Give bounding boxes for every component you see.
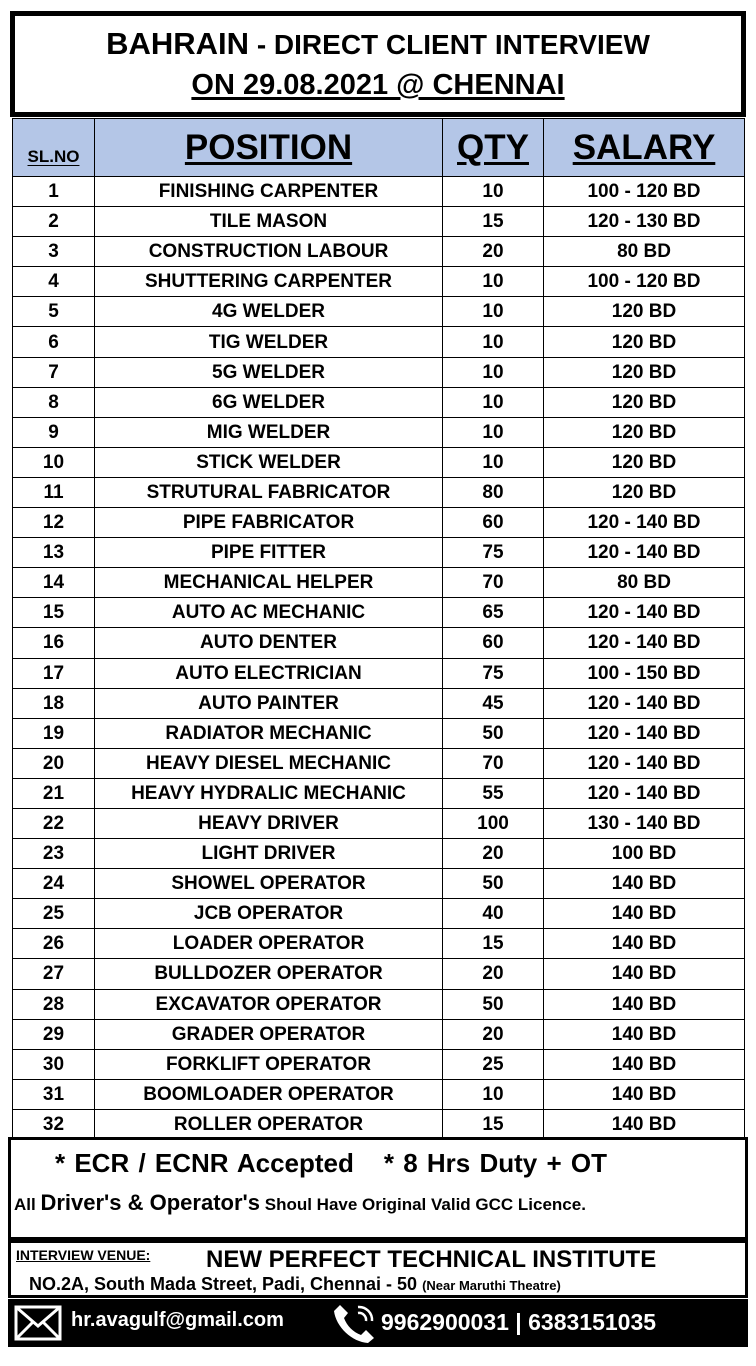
table-row xyxy=(13,869,745,899)
cell-position: FORKLIFT OPERATOR xyxy=(95,1049,443,1079)
duty-note: * 8 Hrs Duty + OT xyxy=(383,1148,607,1178)
cell-sl-no: 19 xyxy=(13,718,95,748)
cell-salary: 140 BD xyxy=(544,959,745,989)
venue-box xyxy=(8,1240,748,1298)
phone-icon xyxy=(330,1302,378,1344)
cell-sl-no: 27 xyxy=(13,959,95,989)
cell-qty: 15 xyxy=(443,207,544,237)
table-row xyxy=(13,177,745,207)
envelope-icon xyxy=(14,1304,62,1342)
cell-position: AUTO AC MECHANIC xyxy=(95,598,443,628)
cell-position: JCB OPERATOR xyxy=(95,899,443,929)
cell-sl-no: 22 xyxy=(13,808,95,838)
cell-qty: 10 xyxy=(443,387,544,417)
cell-qty: 25 xyxy=(443,1049,544,1079)
cell-position: SHUTTERING CARPENTER xyxy=(95,267,443,297)
cell-qty: 10 xyxy=(443,357,544,387)
cell-sl-no: 13 xyxy=(13,538,95,568)
cell-salary: 120 BD xyxy=(544,357,745,387)
cell-qty: 55 xyxy=(443,778,544,808)
cell-salary: 120 BD xyxy=(544,447,745,477)
cell-qty: 20 xyxy=(443,237,544,267)
cell-qty: 10 xyxy=(443,417,544,447)
cell-position: PIPE FABRICATOR xyxy=(95,508,443,538)
cell-salary: 120 - 140 BD xyxy=(544,718,745,748)
positions-table xyxy=(12,118,745,1140)
cell-sl-no: 9 xyxy=(13,417,95,447)
table-row xyxy=(13,477,745,507)
table-row xyxy=(13,207,745,237)
cell-qty: 50 xyxy=(443,869,544,899)
ecr-note: * ECR / ECNR Accepted xyxy=(55,1148,354,1178)
cell-qty: 40 xyxy=(443,899,544,929)
cell-sl-no: 8 xyxy=(13,387,95,417)
table-row xyxy=(13,899,745,929)
cell-position: RADIATOR MECHANIC xyxy=(95,718,443,748)
cell-salary: 120 - 140 BD xyxy=(544,538,745,568)
table-row xyxy=(13,748,745,778)
cell-salary: 80 BD xyxy=(544,237,745,267)
cell-sl-no: 18 xyxy=(13,688,95,718)
cell-position: TIG WELDER xyxy=(95,327,443,357)
cell-sl-no: 23 xyxy=(13,839,95,869)
title-box xyxy=(10,11,746,117)
cell-qty: 10 xyxy=(443,297,544,327)
cell-salary: 120 BD xyxy=(544,477,745,507)
cell-position: STICK WELDER xyxy=(95,447,443,477)
cell-position: EXCAVATOR OPERATOR xyxy=(95,989,443,1019)
header-sl-no: SL.NO xyxy=(13,119,95,177)
table-row xyxy=(13,387,745,417)
cell-position: GRADER OPERATOR xyxy=(95,1019,443,1049)
cell-qty: 60 xyxy=(443,508,544,538)
cell-salary: 120 BD xyxy=(544,327,745,357)
cell-qty: 65 xyxy=(443,598,544,628)
cell-sl-no: 17 xyxy=(13,658,95,688)
cell-position: 4G WELDER xyxy=(95,297,443,327)
title-country: BAHRAIN xyxy=(106,26,250,61)
contact-bar xyxy=(8,1299,748,1347)
header-salary: SALARY xyxy=(544,119,745,177)
cell-position: BOOMLOADER OPERATOR xyxy=(95,1079,443,1109)
cell-qty: 100 xyxy=(443,808,544,838)
header-qty: QTY xyxy=(443,119,544,177)
table-row xyxy=(13,447,745,477)
cell-salary: 130 - 140 BD xyxy=(544,808,745,838)
cell-salary: 120 BD xyxy=(544,297,745,327)
cell-sl-no: 24 xyxy=(13,869,95,899)
cell-qty: 70 xyxy=(443,748,544,778)
cell-sl-no: 29 xyxy=(13,1019,95,1049)
cell-salary: 120 - 130 BD xyxy=(544,207,745,237)
cell-salary: 100 BD xyxy=(544,839,745,869)
cell-position: TILE MASON xyxy=(95,207,443,237)
table-row xyxy=(13,357,745,387)
table-body xyxy=(13,177,745,1140)
table-row xyxy=(13,778,745,808)
table-row xyxy=(13,959,745,989)
table-row xyxy=(13,297,745,327)
cell-position: SHOWEL OPERATOR xyxy=(95,869,443,899)
table-row xyxy=(13,598,745,628)
cell-salary: 120 - 140 BD xyxy=(544,628,745,658)
cell-position: STRUTURAL FABRICATOR xyxy=(95,477,443,507)
table-row xyxy=(13,327,745,357)
table-header-row xyxy=(13,119,745,177)
cell-position: 6G WELDER xyxy=(95,387,443,417)
cell-position: HEAVY HYDRALIC MECHANIC xyxy=(95,778,443,808)
cell-salary: 140 BD xyxy=(544,869,745,899)
title-subtitle: - DIRECT CLIENT INTERVIEW xyxy=(249,29,650,60)
cell-sl-no: 11 xyxy=(13,477,95,507)
cell-sl-no: 5 xyxy=(13,297,95,327)
cell-position: AUTO DENTER xyxy=(95,628,443,658)
cell-sl-no: 26 xyxy=(13,929,95,959)
table-row xyxy=(13,267,745,297)
requirements-line-1 xyxy=(55,1148,607,1179)
cell-qty: 10 xyxy=(443,447,544,477)
cell-qty: 75 xyxy=(443,538,544,568)
cell-sl-no: 28 xyxy=(13,989,95,1019)
cell-salary: 120 - 140 BD xyxy=(544,688,745,718)
cell-qty: 20 xyxy=(443,1019,544,1049)
cell-salary: 120 BD xyxy=(544,417,745,447)
cell-position: AUTO PAINTER xyxy=(95,688,443,718)
cell-qty: 50 xyxy=(443,718,544,748)
cell-position: PIPE FITTER xyxy=(95,538,443,568)
table-row xyxy=(13,839,745,869)
licence-note xyxy=(14,1190,745,1216)
venue-label: INTERVIEW VENUE: xyxy=(16,1247,151,1263)
cell-position: LIGHT DRIVER xyxy=(95,839,443,869)
contact-email[interactable]: hr.avagulf@gmail.com xyxy=(71,1309,284,1331)
venue-address-line xyxy=(29,1274,561,1295)
cell-qty: 10 xyxy=(443,327,544,357)
contact-phones[interactable]: 9962900031 | 6383151035 xyxy=(381,1309,657,1335)
cell-sl-no: 25 xyxy=(13,899,95,929)
cell-salary: 120 - 140 BD xyxy=(544,508,745,538)
cell-position: AUTO ELECTRICIAN xyxy=(95,658,443,688)
cell-qty: 70 xyxy=(443,568,544,598)
cell-salary: 120 - 140 BD xyxy=(544,778,745,808)
cell-salary: 100 - 150 BD xyxy=(544,658,745,688)
cell-sl-no: 7 xyxy=(13,357,95,387)
licence-drivers: Driver's & Operator's xyxy=(40,1190,261,1215)
cell-qty: 10 xyxy=(443,1079,544,1109)
cell-position: BULLDOZER OPERATOR xyxy=(95,959,443,989)
cell-sl-no: 21 xyxy=(13,778,95,808)
cell-sl-no: 15 xyxy=(13,598,95,628)
table-row xyxy=(13,538,745,568)
cell-qty: 15 xyxy=(443,1109,544,1139)
cell-qty: 50 xyxy=(443,989,544,1019)
licence-all: All xyxy=(14,1195,41,1214)
cell-qty: 10 xyxy=(443,267,544,297)
cell-salary: 140 BD xyxy=(544,929,745,959)
table-row xyxy=(13,658,745,688)
cell-sl-no: 12 xyxy=(13,508,95,538)
cell-sl-no: 14 xyxy=(13,568,95,598)
cell-salary: 120 BD xyxy=(544,387,745,417)
cell-salary: 140 BD xyxy=(544,1079,745,1109)
table-row xyxy=(13,568,745,598)
cell-salary: 80 BD xyxy=(544,568,745,598)
table-row xyxy=(13,1109,745,1139)
cell-position: LOADER OPERATOR xyxy=(95,929,443,959)
cell-sl-no: 32 xyxy=(13,1109,95,1139)
requirements-box xyxy=(8,1137,748,1240)
cell-salary: 140 BD xyxy=(544,1049,745,1079)
table-row xyxy=(13,237,745,267)
cell-sl-no: 20 xyxy=(13,748,95,778)
cell-sl-no: 30 xyxy=(13,1049,95,1079)
cell-qty: 20 xyxy=(443,959,544,989)
cell-qty: 45 xyxy=(443,688,544,718)
table-row xyxy=(13,989,745,1019)
cell-sl-no: 10 xyxy=(13,447,95,477)
cell-position: ROLLER OPERATOR xyxy=(95,1109,443,1139)
cell-salary: 140 BD xyxy=(544,1109,745,1139)
cell-qty: 15 xyxy=(443,929,544,959)
table-row xyxy=(13,688,745,718)
cell-qty: 20 xyxy=(443,839,544,869)
cell-salary: 140 BD xyxy=(544,989,745,1019)
cell-salary: 140 BD xyxy=(544,899,745,929)
table-row xyxy=(13,628,745,658)
venue-address: NO.2A, South Mada Street, Padi, Chennai - 50 xyxy=(29,1274,418,1294)
cell-position: MIG WELDER xyxy=(95,417,443,447)
cell-salary: 140 BD xyxy=(544,1019,745,1049)
table-row xyxy=(13,808,745,838)
licence-rest: Shoul Have Original Valid GCC Licence. xyxy=(260,1195,586,1214)
table-row xyxy=(13,1079,745,1109)
cell-salary: 100 - 120 BD xyxy=(544,267,745,297)
table-row xyxy=(13,929,745,959)
cell-sl-no: 2 xyxy=(13,207,95,237)
cell-qty: 75 xyxy=(443,658,544,688)
cell-position: HEAVY DRIVER xyxy=(95,808,443,838)
cell-qty: 60 xyxy=(443,628,544,658)
title-line-1 xyxy=(15,26,741,68)
cell-sl-no: 16 xyxy=(13,628,95,658)
cell-qty: 10 xyxy=(443,177,544,207)
title-date-location: ON 29.08.2021 @ CHENNAI xyxy=(191,69,565,101)
cell-salary: 100 - 120 BD xyxy=(544,177,745,207)
cell-position: 5G WELDER xyxy=(95,357,443,387)
venue-name: NEW PERFECT TECHNICAL INSTITUTE xyxy=(206,1246,657,1273)
cell-sl-no: 4 xyxy=(13,267,95,297)
cell-salary: 120 - 140 BD xyxy=(544,598,745,628)
table-row xyxy=(13,1019,745,1049)
header-position: POSITION xyxy=(95,119,443,177)
cell-position: CONSTRUCTION LABOUR xyxy=(95,237,443,267)
cell-sl-no: 3 xyxy=(13,237,95,267)
table-row xyxy=(13,417,745,447)
cell-sl-no: 31 xyxy=(13,1079,95,1109)
cell-sl-no: 1 xyxy=(13,177,95,207)
table-row xyxy=(13,508,745,538)
table-row xyxy=(13,1049,745,1079)
cell-position: FINISHING CARPENTER xyxy=(95,177,443,207)
cell-salary: 120 - 140 BD xyxy=(544,748,745,778)
cell-sl-no: 6 xyxy=(13,327,95,357)
venue-landmark: (Near Maruthi Theatre) xyxy=(422,1278,561,1293)
cell-position: MECHANICAL HELPER xyxy=(95,568,443,598)
cell-qty: 80 xyxy=(443,477,544,507)
cell-position: HEAVY DIESEL MECHANIC xyxy=(95,748,443,778)
table-row xyxy=(13,718,745,748)
